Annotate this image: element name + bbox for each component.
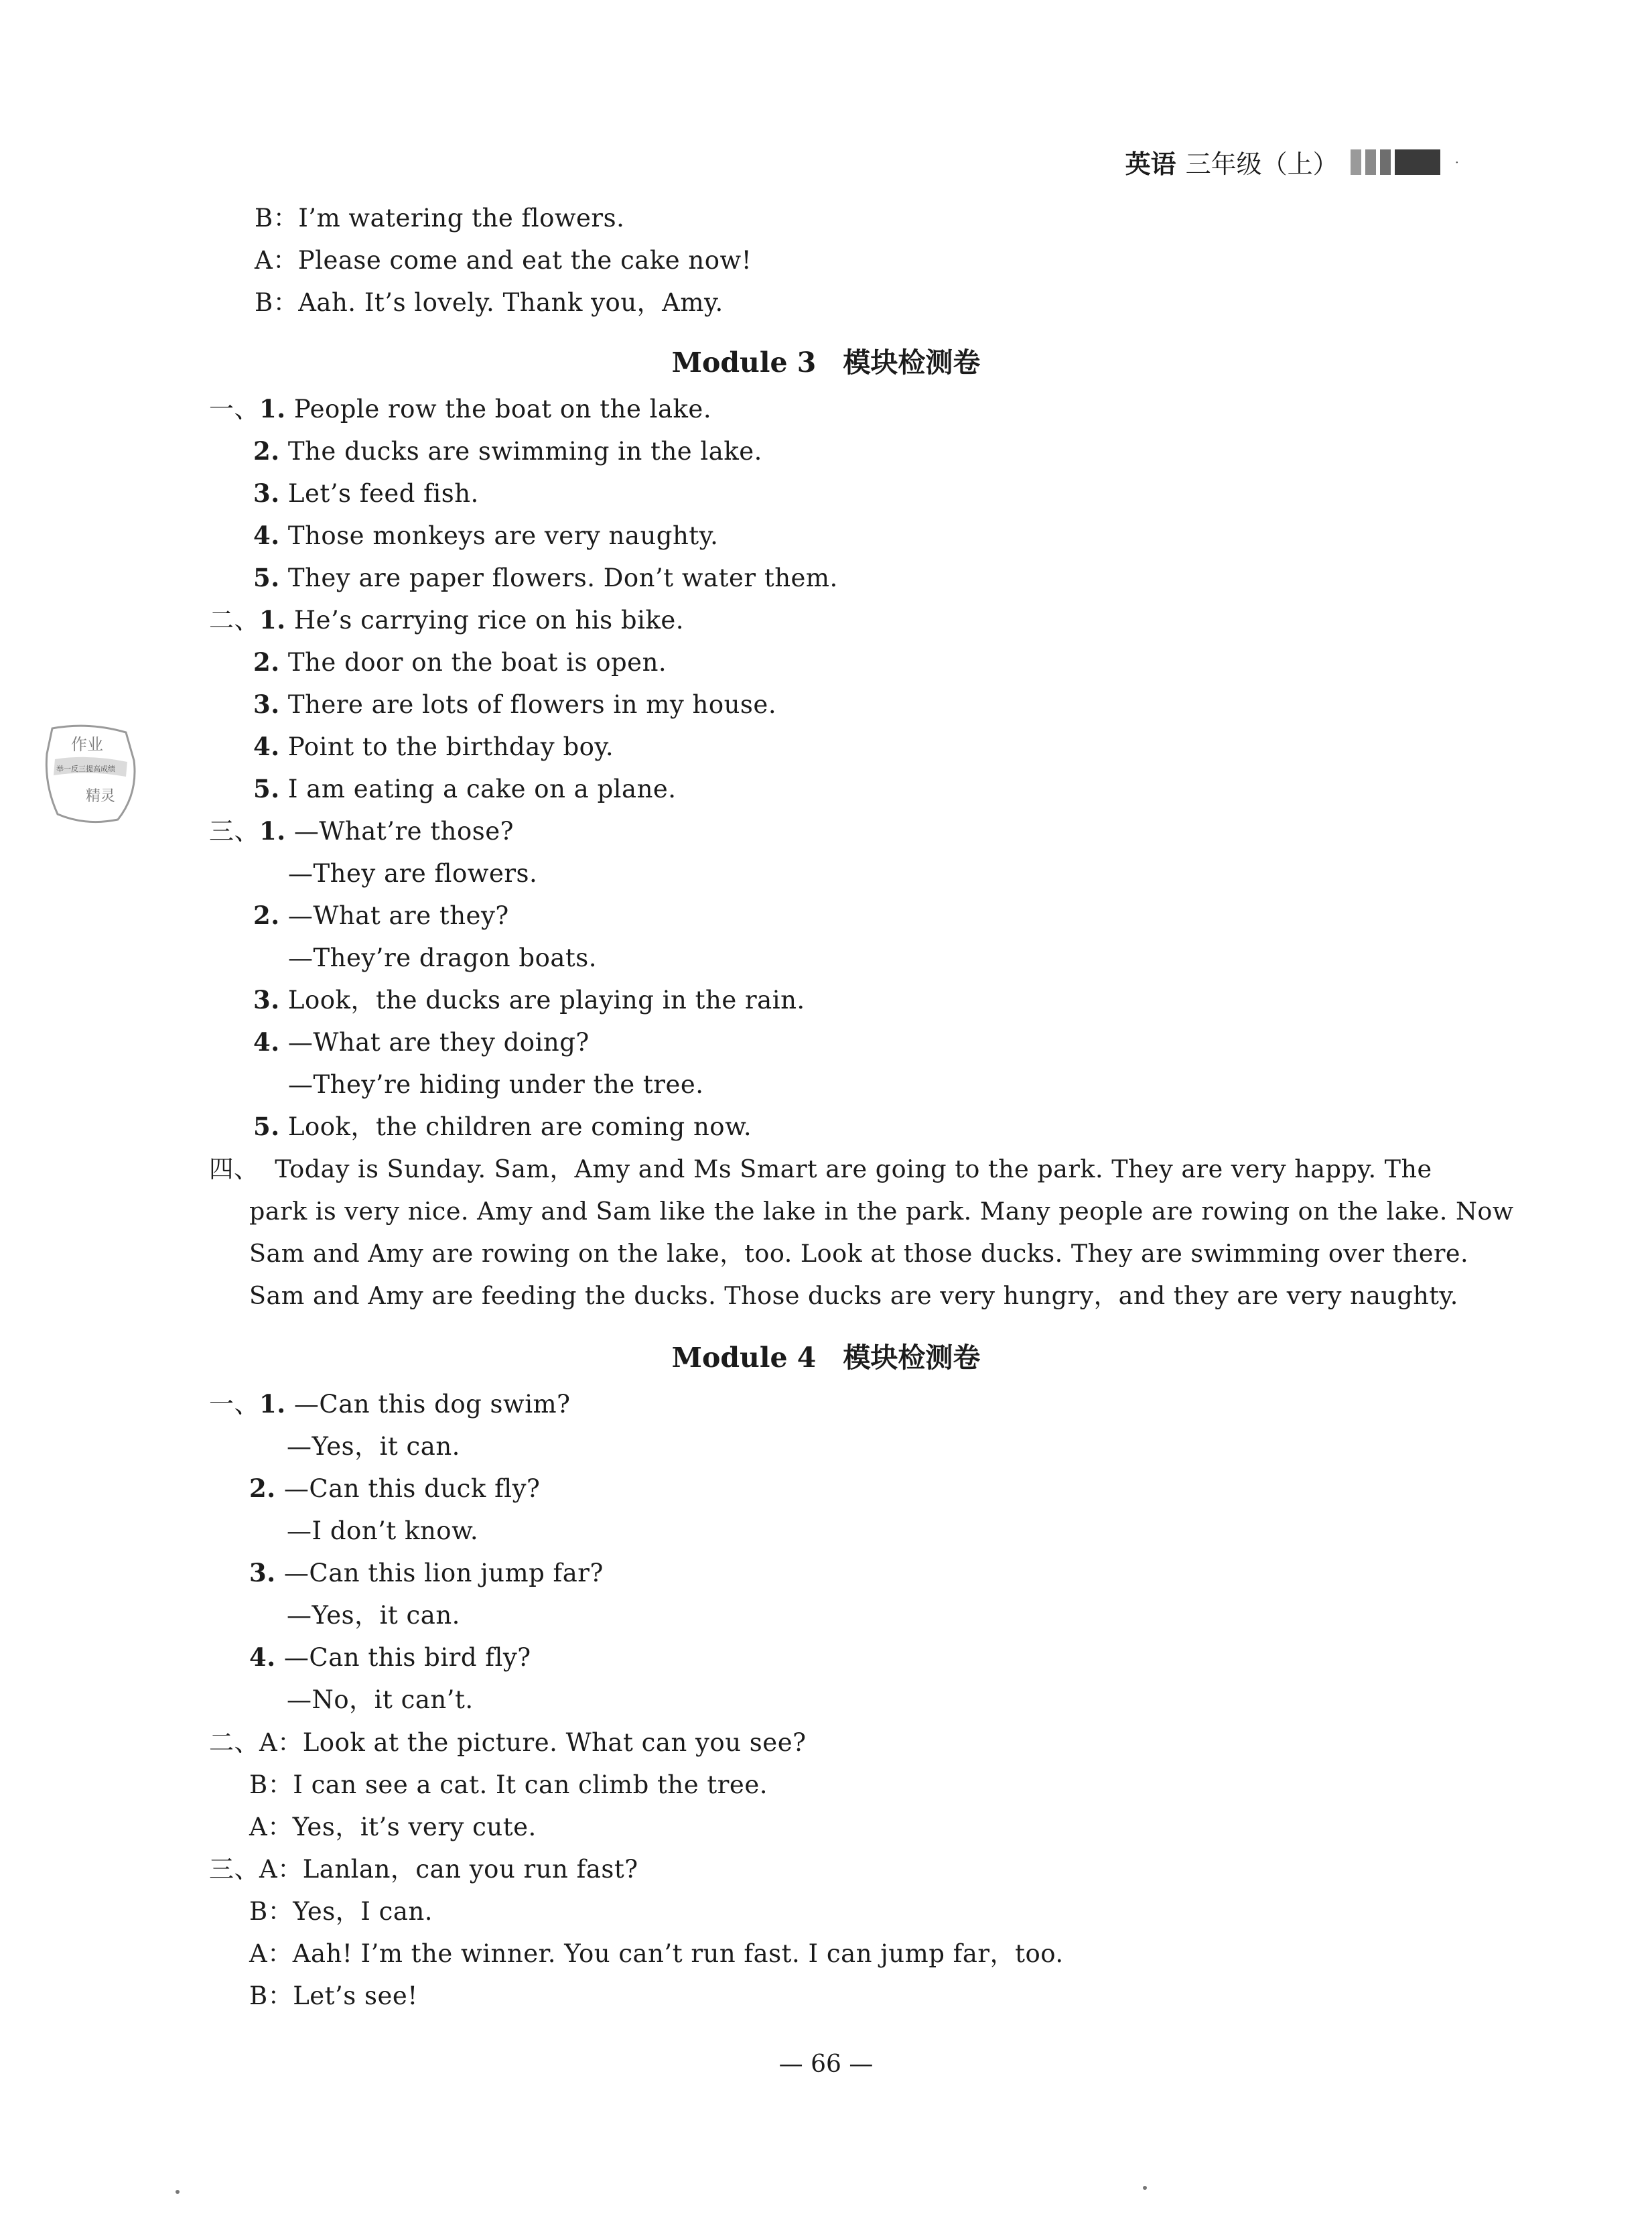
stamp-bottom-text: 精灵: [86, 788, 116, 805]
answer-line: —Yes，it can.: [287, 1601, 460, 1630]
question-item: [253, 903, 509, 928]
item-number: 4.: [249, 1642, 276, 1672]
question-item: [253, 647, 667, 677]
answer-line: —No，it can’t.: [287, 1685, 474, 1714]
item-text: —Can this dog swim?: [293, 1390, 571, 1419]
answer-line: —They are flowers.: [288, 859, 538, 888]
question-item: [209, 1389, 571, 1419]
question-item: [253, 774, 677, 803]
section-mark: 一、: [209, 1390, 259, 1419]
item-text: —What are they doing?: [287, 1028, 590, 1057]
header-bar: [1365, 149, 1376, 175]
running-header: [1125, 143, 1459, 180]
header-grade: 三年级（上）: [1185, 149, 1338, 179]
dialogue-text: A：Look at the picture. What can you see?: [259, 1728, 807, 1757]
module-4-title: Module 4: [671, 1342, 817, 1374]
question-item: [253, 436, 762, 466]
item-text: Look，the children are coming now.: [287, 1112, 752, 1141]
answer-line: —Yes，it can.: [287, 1432, 460, 1461]
question-item: [249, 1558, 604, 1587]
item-number: 5.: [253, 563, 280, 592]
item-number: 3.: [253, 690, 280, 719]
item-number: 3.: [249, 1558, 276, 1587]
header-bar: [1395, 149, 1440, 175]
item-text: The ducks are swimming in the lake.: [287, 437, 762, 466]
dialogue-line: B：Yes，I can.: [249, 1897, 433, 1926]
paragraph-line: [209, 1157, 1432, 1182]
item-number: 5.: [253, 774, 280, 803]
item-number: 1.: [259, 1389, 286, 1419]
section-mark: 四、: [209, 1155, 259, 1183]
item-number: 4.: [253, 1027, 280, 1057]
item-number: 5.: [253, 1112, 280, 1141]
item-number: 4.: [253, 732, 280, 761]
section-mark: 三、: [209, 817, 259, 846]
question-item: [253, 478, 479, 508]
module-4-subtitle: 模块检测卷: [843, 1342, 981, 1374]
item-text: —What are they?: [287, 901, 509, 930]
question-item: [253, 985, 805, 1015]
question-item: [209, 605, 685, 635]
module-3-subtitle: 模块检测卷: [843, 346, 981, 379]
scan-speck: [1143, 2186, 1147, 2190]
dialogue-line: [209, 1857, 638, 1882]
header-bar: [1380, 149, 1391, 175]
header-subject: 英语: [1125, 149, 1176, 179]
scan-speck: [176, 2190, 180, 2194]
stamp-middle-text: 举一反三提高成绩: [56, 765, 115, 773]
item-text: Let’s feed fish.: [287, 479, 479, 508]
stamp-top-text: 作业: [71, 735, 103, 754]
section-mark: 二、: [209, 606, 259, 635]
item-number: 1.: [259, 605, 286, 635]
item-number: 3.: [253, 478, 280, 508]
dialogue-line: [209, 1730, 806, 1755]
section-mark: 一、: [209, 395, 259, 423]
item-number: 2.: [253, 647, 280, 677]
paragraph-text: Today is Sunday. Sam，Amy and Ms Smart are going to the park. They are very happy. The: [275, 1155, 1432, 1183]
dialogue-line: B：I can see a cat. It can climb the tree.: [249, 1770, 768, 1799]
question-item: [209, 394, 712, 423]
question-item: [249, 1642, 531, 1672]
item-text: There are lots of flowers in my house.: [287, 690, 777, 719]
dialogue-line: A：Please come and eat the cake now!: [255, 246, 752, 275]
item-text: He’s carrying rice on his bike.: [293, 606, 685, 635]
question-item: [253, 523, 718, 548]
question-item: [253, 1027, 590, 1057]
item-text: —Can this duck fly?: [283, 1474, 541, 1503]
header-bar: [1351, 149, 1361, 175]
dialogue-line: B：I’m watering the flowers.: [255, 204, 625, 233]
page-number: — 66 —: [778, 2050, 874, 2078]
dialogue-line: A：Yes，it’s very cute.: [249, 1813, 537, 1841]
homework-elf-stamp: [39, 720, 139, 828]
header-dot: ·: [1454, 153, 1459, 170]
module-3-heading: [0, 340, 1652, 380]
answer-line: —They’re hiding under the tree.: [288, 1070, 704, 1099]
answer-line: —I don’t know.: [287, 1516, 479, 1545]
paragraph-line: park is very nice. Amy and Sam like the lake in the park. Many people are rowing on the lake. Now: [249, 1197, 1514, 1226]
item-text: Those monkeys are very naughty.: [287, 521, 719, 550]
question-item: [253, 563, 838, 592]
item-text: Point to the birthday boy.: [287, 732, 614, 761]
item-text: I am eating a cake on a plane.: [287, 775, 677, 803]
dialogue-text: A：Lanlan，can you run fast?: [259, 1855, 638, 1884]
item-text: People row the boat on the lake.: [293, 395, 712, 423]
item-text: —Can this lion jump far?: [283, 1559, 604, 1587]
item-text: They are paper flowers. Don’t water them.: [287, 564, 838, 592]
section-mark: 三、: [209, 1855, 259, 1884]
dialogue-line: A：Aah! I’m the winner. You can’t run fast. I can jump far，too.: [249, 1939, 1064, 1968]
item-text: The door on the boat is open.: [287, 648, 667, 677]
answer-line: —They’re dragon boats.: [288, 943, 598, 972]
item-number: 1.: [259, 816, 286, 846]
paragraph-line: Sam and Amy are rowing on the lake，too. Look at those ducks. They are swimming over there.: [249, 1239, 1469, 1268]
dialogue-line: B：Aah. It’s lovely. Thank you，Amy.: [255, 288, 724, 317]
module-4-heading: [0, 1335, 1652, 1375]
question-item: [253, 1114, 752, 1139]
item-text: —Can this bird fly?: [283, 1643, 531, 1672]
item-number: 2.: [249, 1474, 276, 1503]
paragraph-line: Sam and Amy are feeding the ducks. Those ducks are very hungry，and they are very naughty.: [249, 1281, 1458, 1310]
module-3-title: Module 3: [671, 346, 817, 379]
item-number: 4.: [253, 521, 280, 550]
question-item: [253, 692, 776, 717]
question-item: [249, 1476, 540, 1501]
question-item: [209, 816, 514, 846]
item-number: 2.: [253, 901, 280, 930]
item-text: Look，the ducks are playing in the rain.: [287, 986, 805, 1015]
question-item: [253, 734, 614, 759]
item-number: 3.: [253, 985, 280, 1015]
item-number: 2.: [253, 436, 280, 466]
section-mark: 二、: [209, 1728, 259, 1757]
item-text: —What’re those?: [293, 817, 514, 846]
dialogue-line: B：Let’s see!: [249, 1981, 418, 2010]
item-number: 1.: [259, 394, 286, 423]
header-decoration-bars: [1351, 149, 1444, 175]
